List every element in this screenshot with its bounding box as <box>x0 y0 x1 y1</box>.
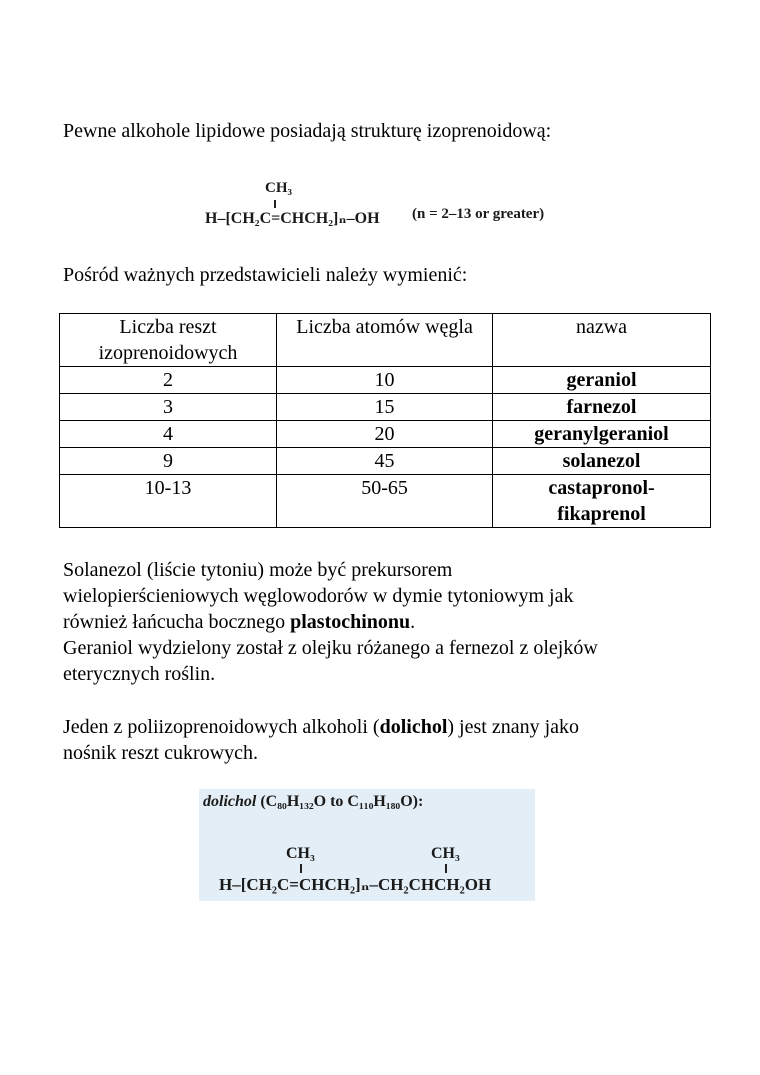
cell-residues: 10-13 <box>60 475 277 528</box>
geraniol-line2: eterycznych roślin. <box>63 663 216 685</box>
dolichol-formula-main: H–[CH₂C=CHCH₂]ₙ–CH₂CHCH₂OH <box>219 875 492 894</box>
formula-main: H–[CH₂C=CHCH₂]ₙ–OH <box>205 210 380 227</box>
dolichol-formula-image <box>199 789 535 901</box>
cell-name-line1: castapronol- <box>548 477 655 499</box>
solanezol-line3-prefix: również łańcucha bocznego <box>63 611 291 633</box>
bond-line-right <box>445 864 447 873</box>
bond-line-left <box>300 864 302 873</box>
dolichol-line2: nośnik reszt cukrowych. <box>63 742 258 764</box>
cell-name <box>493 475 711 528</box>
dolichol-line1-prefix: Jeden z poliizoprenoidowych alkoholi ( <box>63 716 380 738</box>
methyl-group-left: CH₃ <box>286 845 315 862</box>
dolichol-term: dolichol <box>379 716 448 738</box>
intro-text: Pewne alkohole lipidowe posiadają strukturę izoprenoidową: <box>63 120 552 142</box>
cell-name: geranylgeraniol <box>493 421 711 448</box>
plastochinon-term: plastochinonu <box>290 611 411 633</box>
representatives-intro: Pośród ważnych przedstawicieli należy wymienić: <box>63 264 468 286</box>
table-row <box>60 448 711 475</box>
header-residues-line2: izoprenoidowych <box>98 342 238 364</box>
methyl-group: CH₃ <box>265 180 292 196</box>
isoprenoid-formula-image <box>200 176 580 236</box>
cell-carbons: 10 <box>277 367 493 394</box>
cell-carbons: 50-65 <box>277 475 493 528</box>
cell-residues: 3 <box>60 394 277 421</box>
cell-residues: 4 <box>60 421 277 448</box>
cell-carbons: 15 <box>277 394 493 421</box>
dolichol-formula-head <box>203 793 423 811</box>
solanezol-line3 <box>63 609 415 635</box>
cell-name: solanezol <box>493 448 711 475</box>
header-residues-line1: Liczba reszt <box>119 316 217 338</box>
cell-residues: 9 <box>60 448 277 475</box>
table-row <box>60 394 711 421</box>
table-row <box>60 475 711 528</box>
cell-residues: 2 <box>60 367 277 394</box>
methyl-group-right: CH₃ <box>431 845 460 862</box>
cell-name: geraniol <box>493 367 711 394</box>
solanezol-line1: Solanezol (liście tytoniu) może być prekursorem <box>63 559 453 581</box>
solanezol-line2: wielopierścieniowych węglowodorów w dymie tytoniowym jak <box>63 585 574 607</box>
table-row <box>60 367 711 394</box>
alcohols-table <box>59 313 711 528</box>
dolichol-formula-name: dolichol <box>203 793 257 810</box>
dolichol-line1 <box>63 714 579 740</box>
formula-note: (n = 2–13 or greater) <box>412 206 545 222</box>
solanezol-line3-suffix: . <box>410 611 416 633</box>
header-carbons: Liczba atomów węgla <box>277 314 493 367</box>
header-name: nazwa <box>493 314 711 367</box>
geraniol-line1: Geraniol wydzielony został z olejku różanego a fernezol z olejków <box>63 637 598 659</box>
cell-carbons: 20 <box>277 421 493 448</box>
table-header-row <box>60 314 711 367</box>
header-residues <box>60 314 277 367</box>
cell-name-line2: fikaprenol <box>557 503 646 525</box>
cell-carbons: 45 <box>277 448 493 475</box>
table-row <box>60 421 711 448</box>
cell-name: farnezol <box>493 394 711 421</box>
bond-line <box>274 200 276 208</box>
dolichol-line1-suffix: ) jest znany jako <box>447 716 580 738</box>
dolichol-formula-composition: (C₈₀H₁₃₂O to C₁₁₀H₁₈₀O): <box>260 793 424 810</box>
